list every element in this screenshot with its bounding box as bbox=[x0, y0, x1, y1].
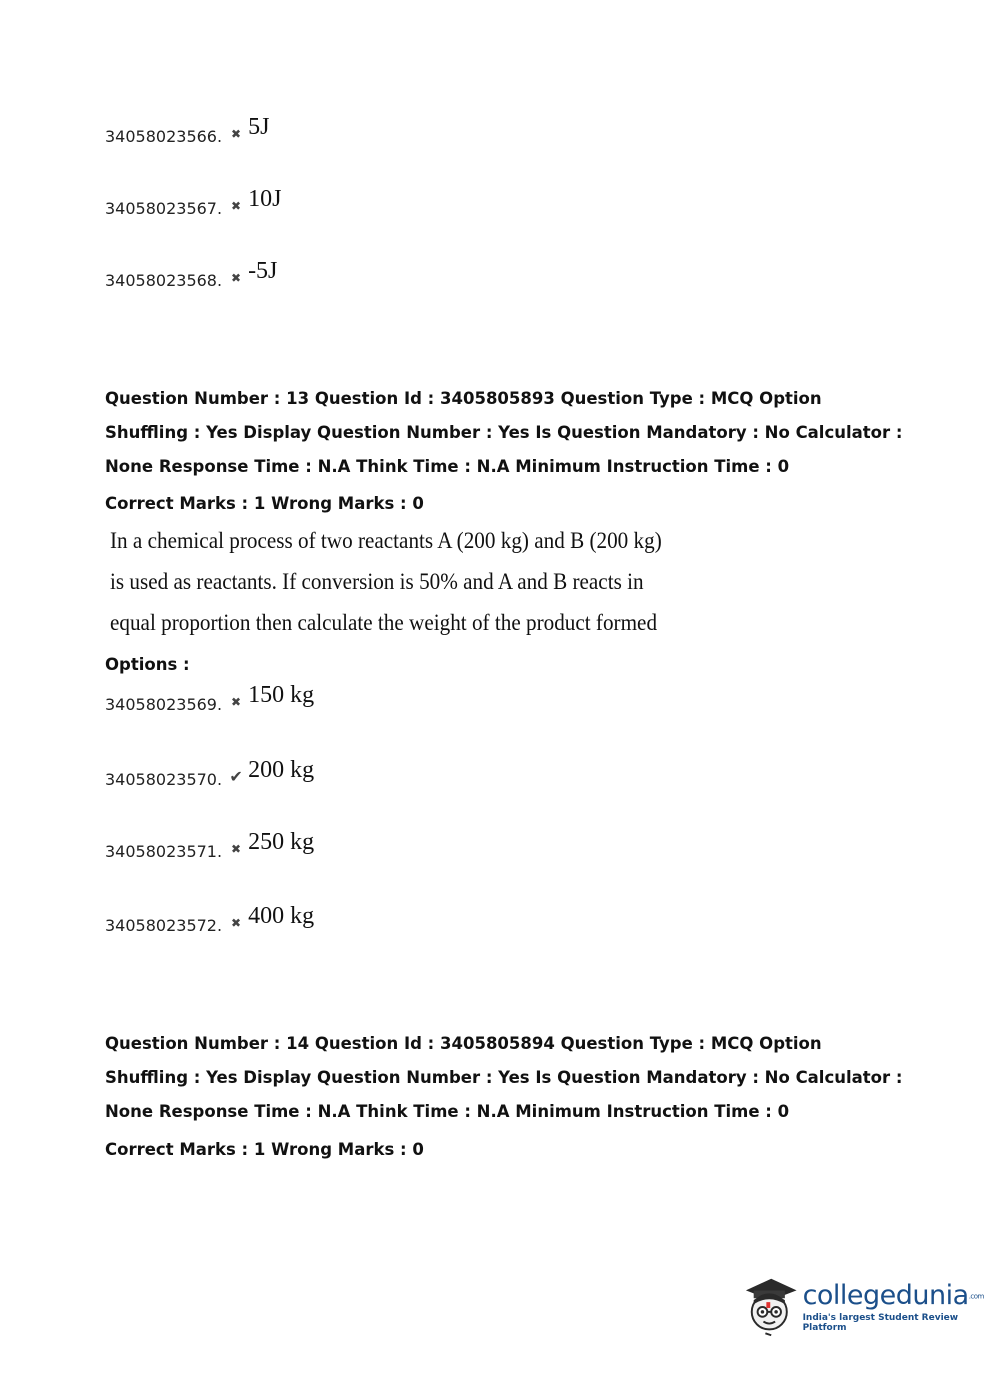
option-value: 200 kg bbox=[248, 757, 315, 783]
wrong-mark-icon: ✖ bbox=[231, 842, 242, 856]
wrong-mark-icon: ✖ bbox=[231, 916, 242, 930]
option-value: 150 kg bbox=[248, 682, 315, 708]
option-id: 34058023568. bbox=[105, 271, 223, 290]
option-value: -5J bbox=[248, 258, 278, 284]
option-id: 34058023570. bbox=[105, 770, 223, 789]
option-id: 34058023567. bbox=[105, 199, 223, 218]
option-value: 10J bbox=[248, 186, 282, 212]
option-id: 34058023571. bbox=[105, 842, 223, 861]
option-value: 400 kg bbox=[248, 903, 315, 929]
logo-brand-name: collegedunia bbox=[802, 1279, 969, 1311]
option-row bbox=[105, 903, 315, 938]
question-13-text: In a chemical process of two reactants A (200 kg) and B (200 kg) is used as reactants. If conversion is 50% and A and B reacts in equal proportion then calculate the weight of the product formed bbox=[110, 528, 662, 635]
wrong-mark-icon: ✖ bbox=[231, 695, 242, 709]
option-row bbox=[105, 829, 315, 864]
option-id: 34058023569. bbox=[105, 695, 223, 714]
question-14-marks: Correct Marks : 1 Wrong Marks : 0 bbox=[105, 1140, 424, 1159]
collegedunia-logo bbox=[742, 1276, 1000, 1338]
wrong-mark-icon: ✖ bbox=[231, 271, 242, 285]
option-value: 5J bbox=[248, 114, 270, 140]
option-id: 34058023566. bbox=[105, 127, 223, 146]
option-value: 250 kg bbox=[248, 829, 315, 855]
question-14-meta: Question Number : 14 Question Id : 3405805894 Question Type : MCQ Option Shuffling : Yes Display Question Number : Yes Is Question Mandatory : No Calculator : None Response Time : N.A Think Time : N.A Minimum Instruction Time : 0 bbox=[105, 1034, 903, 1121]
wrong-mark-icon: ✖ bbox=[231, 199, 242, 213]
logo-text bbox=[803, 1281, 1000, 1334]
options-label: Options : bbox=[105, 655, 190, 674]
option-id: 34058023572. bbox=[105, 916, 223, 935]
logo-brand bbox=[803, 1281, 1000, 1312]
question-13-marks: Correct Marks : 1 Wrong Marks : 0 bbox=[105, 494, 424, 513]
question-13-meta: Question Number : 13 Question Id : 3405805893 Question Type : MCQ Option Shuffling : Yes Display Question Number : Yes Is Question Mandatory : No Calculator : None Response Time : N.A Think Time : N.A Minimum Instruction Time : 0 bbox=[105, 389, 903, 476]
logo-suffix: .com bbox=[968, 1292, 984, 1301]
mascot-graduate-icon bbox=[742, 1276, 797, 1338]
logo-tagline: India's largest Student Review Platform bbox=[802, 1313, 959, 1334]
option-row bbox=[105, 114, 270, 149]
wrong-mark-icon: ✖ bbox=[231, 127, 242, 141]
option-row-correct bbox=[105, 757, 315, 792]
option-row bbox=[105, 682, 315, 717]
correct-mark-icon: ✔ bbox=[229, 767, 243, 786]
option-row bbox=[105, 258, 278, 293]
option-row bbox=[105, 186, 282, 221]
